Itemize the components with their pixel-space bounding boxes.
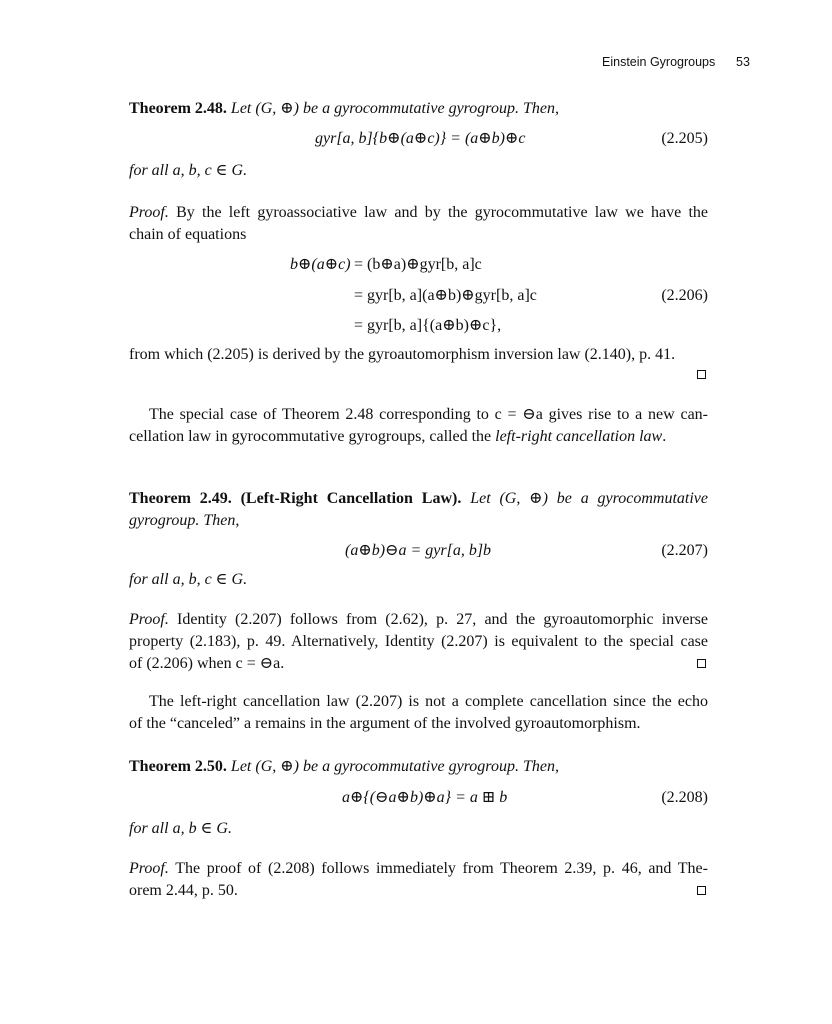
qed-symbol xyxy=(697,886,706,895)
quantifier-line: for all a, b, c ∈ G. xyxy=(129,162,248,179)
theorem-label: Theorem 2.50. xyxy=(129,758,227,775)
equation-number: (2.205) xyxy=(661,130,708,147)
proof-line xyxy=(129,858,708,880)
theorem-text: Let (G, ⊕) be a gyrocommutative gyrogroup. Then, xyxy=(230,758,559,775)
proof-line: chain of equations xyxy=(129,226,247,243)
text: cellation law in gyrocommutative gyrogroups, called the xyxy=(129,428,496,445)
equation-2-208: a⊕{(⊖a⊕b)⊕a} = a ⊞ b xyxy=(342,789,508,806)
equation-number: (2.207) xyxy=(661,542,708,559)
chain-step-3: = gyr[b, a]{(a⊕b)⊕c}, xyxy=(354,317,502,334)
equation-2-205: gyr[a, b]{b⊕(a⊕c)} = (a⊕b)⊕c xyxy=(315,130,526,147)
proof-label: Proof. xyxy=(129,611,169,628)
paragraph-line: The special case of Theorem 2.48 corresponding to c = ⊖a gives rise to a new can- xyxy=(149,406,708,423)
theorem-text: gyrogroup. Then, xyxy=(129,512,240,529)
theorem-label: Theorem 2.49. (Left-Right Cancellation Law). xyxy=(129,490,462,507)
theorem-2-48-statement xyxy=(129,98,708,120)
paragraph-line: The left-right cancellation law (2.207) is not a complete cancellation since the echo xyxy=(149,693,708,710)
running-title: Einstein Gyrogroups xyxy=(602,55,716,69)
proof-line: orem 2.44, p. 50. xyxy=(129,882,238,899)
theorem-2-50-statement xyxy=(129,756,708,778)
paragraph-line: of the “canceled” a remains in the argument of the involved gyroautomorphism. xyxy=(129,715,641,732)
proof-text: The proof of (2.208) follows immediately from Theorem 2.39, p. 46, and The- xyxy=(175,860,708,877)
proof-line xyxy=(129,609,708,631)
theorem-2-49-statement xyxy=(129,488,708,510)
proof-line: property (2.183), p. 49. Alternatively, Identity (2.207) is equivalent to the special case xyxy=(129,633,708,650)
chain-step-2: = gyr[b, a](a⊕b)⊕gyr[b, a]c xyxy=(354,287,537,304)
emphasis: left-right cancellation law xyxy=(495,428,663,445)
quantifier-line: for all a, b ∈ G. xyxy=(129,820,232,837)
chain-lhs: b⊕(a⊕c) xyxy=(290,256,351,273)
chain-step-1: = (b⊕a)⊕gyr[b, a]c xyxy=(354,256,482,273)
proof-label: Proof. xyxy=(129,204,169,221)
theorem-label: Theorem 2.48. xyxy=(129,100,227,117)
theorem-text: Let (G, ⊕) be a gyrocommutative xyxy=(470,490,709,507)
proof-text: By the left gyroassociative law and by the gyrocommutative law we have the xyxy=(176,204,708,221)
proof-text: Identity (2.207) follows from (2.62), p. 27, and the gyroautomorphic inverse xyxy=(177,611,709,628)
equation-2-207: (a⊕b)⊖a = gyr[a, b]b xyxy=(345,542,492,559)
qed-symbol xyxy=(697,370,706,379)
proof-line xyxy=(129,202,708,224)
qed-symbol xyxy=(697,659,706,668)
page-number: 53 xyxy=(736,55,750,69)
proof-line: of (2.206) when c = ⊖a. xyxy=(129,655,285,672)
equation-number: (2.206) xyxy=(661,287,708,304)
proof-conclusion: from which (2.205) is derived by the gyroautomorphism inversion law (2.140), p. 41. xyxy=(129,346,676,363)
proof-label: Proof. xyxy=(129,860,169,877)
paragraph-line xyxy=(129,426,708,448)
text: . xyxy=(662,428,667,445)
equation-number: (2.208) xyxy=(661,789,708,806)
quantifier-line: for all a, b, c ∈ G. xyxy=(129,571,248,588)
theorem-text: Let (G, ⊕) be a gyrocommutative gyrogroup. Then, xyxy=(230,100,559,117)
